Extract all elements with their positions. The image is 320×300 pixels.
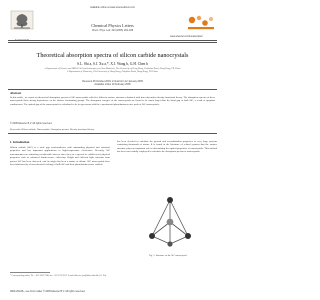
abstract-heading: Abstract bbox=[10, 91, 22, 95]
affiliation-a: a Department of Physics and HKU-CAS Joint Laboratory on New Materials, The University of Hong Kong, Pokfulam Road, Hong Kong, PR China bbox=[44, 68, 181, 70]
intro-column-2: has been devoted to calculate the growth and recombination properties of very large systems containing thousands of atoms. It is found in the literature of related systems that the surface structure plays an important role in determining the optical properties of nanocrystals. This method has been successfully employed to calculate the absorption spectra of nanocrystals. bbox=[117, 140, 217, 154]
available-date: Available online 19 February 2005 bbox=[94, 83, 131, 86]
header-rule-2 bbox=[8, 42, 217, 43]
received-date: Received 28 October 2004; in final form 12 January 2005 bbox=[82, 80, 143, 83]
affiliation-b: b Department of Chemistry, The University of Hong Kong, Pokfulam Road, Hong Kong, PR China bbox=[67, 71, 158, 73]
molecule-figure bbox=[140, 190, 200, 250]
journal-url[interactable]: www.elsevier.com/locate/cplett bbox=[170, 35, 203, 38]
journal-name: Chemical Physics Letters bbox=[91, 23, 134, 28]
keywords: Keywords: Silicon carbide; Nanocrystals; Absorption spectra; Density functional theory bbox=[10, 128, 95, 131]
available-online-text: Available online at www.sciencedirect.com bbox=[90, 6, 135, 9]
footnote-doi: 0009-2614/$ - see front matter © 2005 Elsevier B.V. All rights reserved. bbox=[10, 290, 86, 293]
intro-column-1: Silicon carbide (SiC) is a wide gap semiconductor with outstanding physical and chemical properties and has important applications in high-temperature electronics. Recently, SiC nanostructures are attracting considerable interest since they are expected to exhibit novel physical properties such as enhanced luminescence efficiency. Bright and efficient light emission from porous SiC has been observed, and its origin has been a matter of debate. SiC nanocrystals have been fabricated by electrochemical etching of bulk SiC and their photoluminescence studied. bbox=[10, 146, 110, 167]
journal-cover-icon bbox=[186, 12, 216, 32]
intro-heading: 1. Introduction bbox=[10, 140, 30, 144]
footnote-rule bbox=[10, 272, 50, 273]
abstract-bottom-rule bbox=[8, 133, 217, 134]
footnote-corresponding: * Corresponding author. Tel.: +852 2859 7946; fax: +852 2559 9152. E-mail address: sjxu@hkucc.hku.hk (S.J. Xu). bbox=[10, 275, 107, 277]
header-rule bbox=[8, 40, 217, 41]
abstract-top-rule bbox=[8, 89, 217, 90]
abstract-copyright: © 2005 Elsevier B.V. All rights reserved. bbox=[10, 122, 53, 125]
figure-caption: Fig. 1. Structure of the SiC nanocrystal. bbox=[148, 254, 188, 257]
article-title: Theoretical absorption spectra of silicon carbide nanocrystals bbox=[36, 52, 189, 59]
journal-reference: Chem. Phys. Lett. 404 (2005) 184–188 bbox=[91, 29, 134, 32]
article-authors: S.L. Shi a, S.J. Xu a,*, X.J. Wang b, G.H. Chen b bbox=[76, 62, 149, 66]
abstract-text: In this article, we report on theoretical absorption spectra of SiC nanocrystals with five different surface structures obtained with time-dependent density functional theory. The absorption spectra of these nanocrystals show strong dependence on the surface terminating groups. The absorption energies of the nanocrystals are found to be much larger than the band gap of bulk SiC, a result of quantum confinement. The optical gap of the nanocrystals is calculated to be in agreement with the experimental photoluminescence peak of SiC nanocrystals. bbox=[10, 96, 215, 106]
